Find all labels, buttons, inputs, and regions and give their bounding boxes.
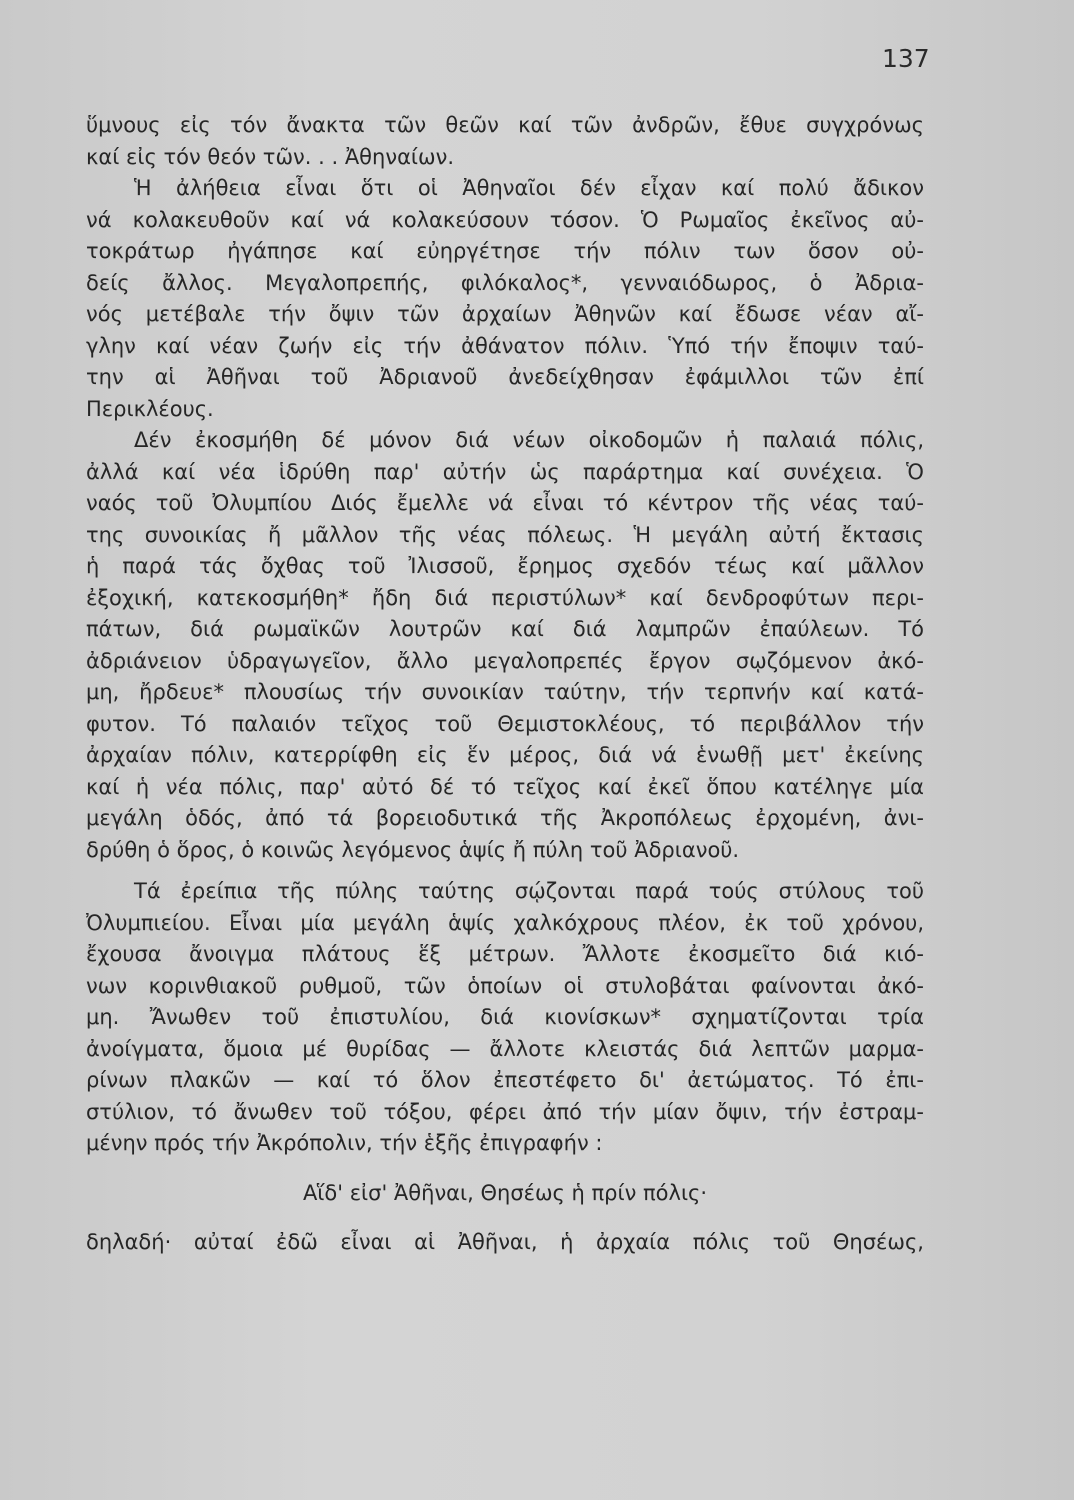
text-line: νά κολακευθοῦν καί νά κολακεύσουν τόσον. Ὁ Ρωμαῖος ἐκεῖνος αὐ- (86, 207, 924, 232)
text-line: νός μετέβαλε τήν ὄψιν τῶν ἀρχαίων Ἀθηνῶν καί ἔδωσε νέαν αἴ- (86, 302, 924, 326)
page-number: 137 (882, 44, 930, 73)
text-line: δείς ἄλλος. Μεγαλοπρεπής, φιλόκαλος*, γενναιόδωρος, ὁ Ἀδρια- (86, 270, 924, 295)
paragraph-gap (86, 1160, 924, 1178)
text-line: Περικλέους. (86, 396, 214, 421)
text-line: μη. Ἄνωθεν τοῦ ἐπιστυλίου, διά κιονίσκων* σχηματίζονται τρία (86, 1005, 924, 1029)
text-line: ὕμνους εἰς τόν ἄνακτα τῶν θεῶν καί τῶν ἀνδρῶν, ἔθυε συγχρόνως (86, 113, 924, 137)
text-line: Δέν ἐκοσμήθη δέ μόνον διά νέων οἰκοδομῶν ἡ παλαιά πόλις, (134, 428, 924, 452)
text-line: ναός τοῦ Ὀλυμπίου Διός ἔμελλε νά εἶναι τό κέντρον τῆς νέας ταύ- (86, 491, 924, 515)
text-line: στύλιον, τό ἄνωθεν τοῦ τόξου, φέρει ἀπό τήν μίαν ὄψιν, τήν ἐστραμ- (86, 1099, 924, 1124)
inscription-quote: Αἵδ' εἰσ' Ἀθῆναι, Θησέως ἡ πρίν πόλις· (302, 1180, 708, 1205)
text-line: Τά ἐρείπια τῆς πύλης ταύτης σῴζονται παρά τούς στύλους τοῦ (134, 879, 924, 903)
text-line: ἀδριάνειον ὑδραγωγεῖον, ἄλλο μεγαλοπρεπές ἔργον σῳζόμενον ἀκό- (86, 648, 924, 673)
paragraph-gap (86, 1209, 924, 1227)
paragraph-gap (86, 866, 924, 876)
paragraph-1 (86, 110, 924, 173)
paragraph-3 (86, 425, 924, 866)
text-line: μένην πρός τήν Ἀκρόπολιν, τήν ἑξῆς ἐπιγραφήν : (86, 1131, 603, 1155)
text-line: ἀρχαίαν πόλιν, κατερρίφθη εἰς ἕν μέρος, διά νά ἑνωθῇ μετ' ἐκείνης (86, 743, 924, 767)
text-line: μεγάλη ὁδός, ἀπό τά βορειοδυτικά τῆς Ἀκροπόλεως ἐρχομένη, ἀνι- (86, 806, 924, 830)
text-line: την αἱ Ἀθῆναι τοῦ Ἀδριανοῦ ἀνεδείχθησαν ἐφάμιλλοι τῶν ἐπί (86, 365, 924, 389)
text-line: καί εἰς τόν θεόν τῶν. . . Ἀθηναίων. (86, 144, 455, 169)
text-line: δρύθη ὁ ὅρος, ὁ κοινῶς λεγόμενος ἁψίς ἤ πύλη τοῦ Ἀδριανοῦ. (86, 837, 740, 862)
text-line: γλην καί νέαν ζωήν εἰς τήν ἀθάνατον πόλιν. Ὑπό τήν ἔποψιν ταύ- (86, 333, 924, 358)
text-line: μη, ἤρδευε* πλουσίως τήν συνοικίαν ταύτην, τήν τερπνήν καί κατά- (86, 680, 924, 704)
text-line: Ὀλυμπιείου. Εἶναι μία μεγάλη ἁψίς χαλκόχρους πλέον, ἐκ τοῦ χρόνου, (86, 910, 924, 935)
paragraph-2 (86, 173, 924, 425)
text-line: τοκράτωρ ἠγάπησε καί εὐηργέτησε τήν πόλιν των ὅσον οὐ- (86, 239, 924, 263)
closing-line: δηλαδή· αὐταί ἐδῶ εἶναι αἱ Ἀθῆναι, ἡ ἀρχαία πόλις τοῦ Θησέως, (86, 1230, 924, 1254)
text-line: ἡ παρά τάς ὄχθας τοῦ Ἰλισσοῦ, ἔρημος σχεδόν τέως καί μᾶλλον (86, 554, 924, 578)
text-line: ἀλλά καί νέα ἱδρύθη παρ' αὐτήν ὡς παράρτημα καί συνέχεια. Ὁ (86, 459, 924, 484)
text-line: ἔχουσα ἄνοιγμα πλάτους ἕξ μέτρων. Ἄλλοτε ἐκοσμεῖτο διά κιό- (86, 942, 924, 966)
text-line: της συνοικίας ἤ μᾶλλον τῆς νέας πόλεως. Ἡ μεγάλη αὐτή ἔκτασις (86, 522, 924, 547)
paragraph-4 (86, 876, 924, 1160)
text-line: ἐξοχική, κατεκοσμήθη* ἤδη διά περιστύλων* καί δενδροφύτων περι- (86, 585, 924, 610)
text-line: ρίνων πλακῶν — καί τό ὅλον ἐπεστέφετο δι' ἀετώματος. Τό ἐπι- (86, 1068, 924, 1092)
text-line: πάτων, διά ρωμαϊκῶν λουτρῶν καί διά λαμπρῶν ἐπαύλεων. Τό (86, 617, 924, 641)
text-line: ἀνοίγματα, ὅμοια μέ θυρίδας — ἄλλοτε κλειστάς διά λεπτῶν μαρμα- (86, 1036, 924, 1061)
body-text (86, 110, 924, 1259)
text-line: νων κορινθιακοῦ ρυθμοῦ, τῶν ὁποίων οἱ στυλοβάται φαίνονται ἀκό- (86, 973, 924, 998)
text-line: καί ἡ νέα πόλις, παρ' αὐτό δέ τό τεῖχος καί ἐκεῖ ὅπου κατέληγε μία (86, 774, 924, 799)
text-line: Ἡ ἀλήθεια εἶναι ὅτι οἱ Ἀθηναῖοι δέν εἶχαν καί πολύ ἄδικον (134, 176, 924, 200)
text-line: φυτον. Τό παλαιόν τεῖχος τοῦ Θεμιστοκλέους, τό περιβάλλον τήν (86, 711, 924, 736)
